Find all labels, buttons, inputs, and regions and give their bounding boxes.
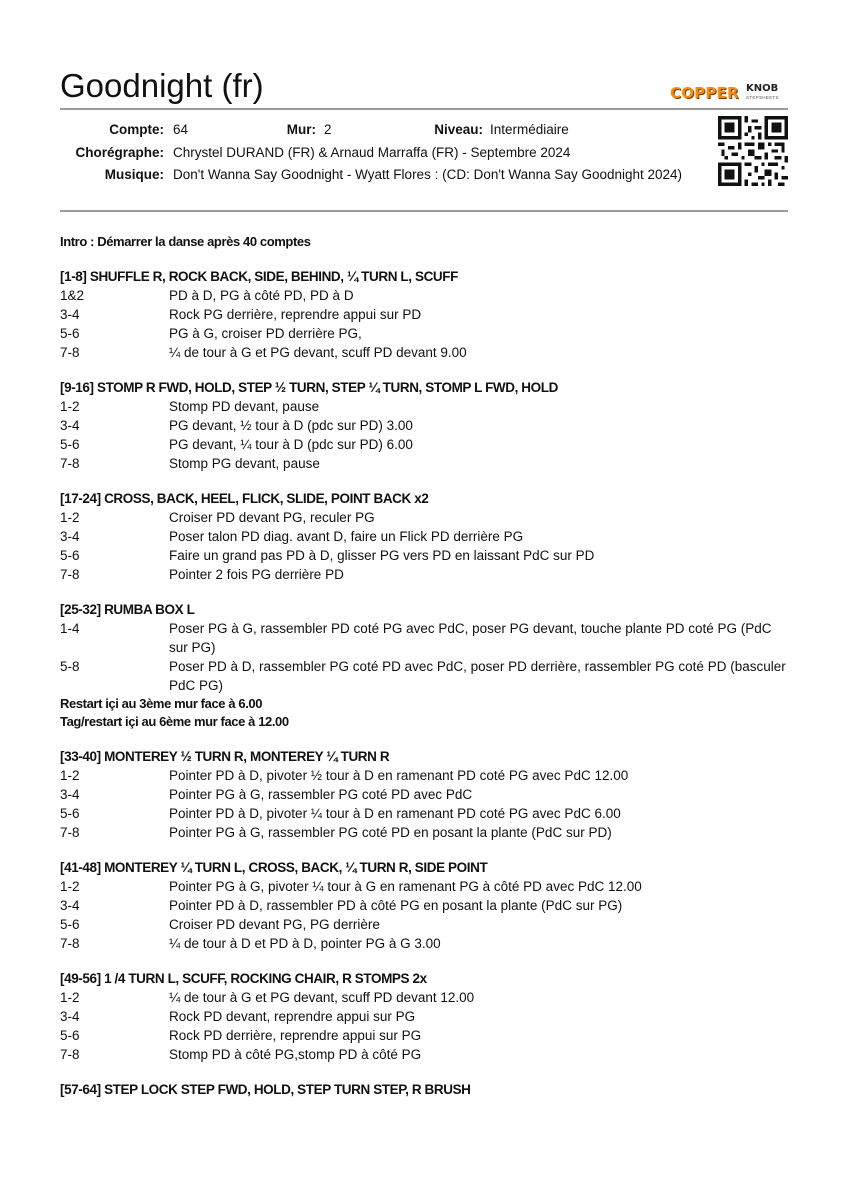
section-title: [57-64] STEP LOCK STEP FWD, HOLD, STEP TURN STEP, R BRUSH bbox=[60, 1082, 471, 1097]
step-section bbox=[60, 747, 790, 842]
step-count: 7-8 bbox=[60, 456, 80, 471]
step-count: 3-4 bbox=[60, 898, 80, 913]
step-description: Pointer PD à D, pivoter ¼ tour à D en ramenant PD coté PG avec PdC 6.00 bbox=[169, 806, 621, 821]
step-row bbox=[60, 286, 790, 305]
count-label: Compte: bbox=[109, 122, 164, 137]
step-description: Faire un grand pas PD à D, glisser PG vers PD en laissant PdC sur PD bbox=[169, 548, 595, 563]
step-section bbox=[60, 489, 790, 584]
step-row bbox=[60, 785, 790, 804]
wall-value: 2 bbox=[324, 122, 332, 137]
header-divider bbox=[60, 108, 788, 110]
step-description: ¼ de tour à D et PD à D, pointer PG à G 3.00 bbox=[169, 936, 441, 951]
intro-note: Intro : Démarrer la danse après 40 comptes bbox=[60, 234, 311, 249]
step-description: PG à G, croiser PD derrière PG, bbox=[169, 326, 362, 341]
step-count: 5-6 bbox=[60, 1028, 80, 1043]
step-section bbox=[60, 969, 790, 1064]
step-count: 5-6 bbox=[60, 437, 80, 452]
step-count: 5-6 bbox=[60, 917, 80, 932]
step-description: Croiser PD devant PG, reculer PG bbox=[169, 510, 375, 525]
step-description: Pointer 2 fois PG derrière PD bbox=[169, 567, 344, 582]
step-count: 3-4 bbox=[60, 307, 80, 322]
step-description: PD à D, PG à côté PD, PD à D bbox=[169, 288, 354, 303]
step-description: Rock PD devant, reprendre appui sur PG bbox=[169, 1009, 416, 1024]
step-description: Croiser PD devant PG, PG derrière bbox=[169, 917, 380, 932]
step-row bbox=[60, 804, 790, 823]
step-description: Poser talon PD diag. avant D, faire un Flick PD derrière PG bbox=[169, 529, 524, 544]
step-row bbox=[60, 324, 790, 343]
section-list bbox=[60, 267, 790, 1099]
section-title: [9-16] STOMP R FWD, HOLD, STEP ½ TURN, STEP ¼ TURN, STOMP L FWD, HOLD bbox=[60, 380, 558, 395]
step-count: 7-8 bbox=[60, 1047, 80, 1062]
step-description: ¼ de tour à G et PG devant, scuff PD devant 9.00 bbox=[169, 345, 467, 360]
step-description: Stomp PG devant, pause bbox=[169, 456, 320, 471]
step-row bbox=[60, 915, 790, 934]
step-row bbox=[60, 988, 790, 1007]
step-count: 3-4 bbox=[60, 529, 80, 544]
step-description: PG devant, ½ tour à D (pdc sur PD) 3.00 bbox=[169, 418, 413, 433]
step-count: 7-8 bbox=[60, 345, 80, 360]
wall-label: Mur: bbox=[286, 122, 316, 137]
step-row bbox=[60, 877, 790, 896]
step-description: Pointer PG à G, rassembler PG coté PD avec PdC bbox=[169, 787, 473, 802]
step-count: 3-4 bbox=[60, 1009, 80, 1024]
step-count: 7-8 bbox=[60, 567, 80, 582]
step-count: 5-8 bbox=[60, 659, 80, 674]
step-row bbox=[60, 305, 790, 324]
step-count: 7-8 bbox=[60, 936, 80, 951]
logo-text: COPPER bbox=[670, 84, 739, 102]
logo-knob-text: KNOB bbox=[746, 83, 779, 94]
step-count: 3-4 bbox=[60, 787, 80, 802]
step-section bbox=[60, 1080, 790, 1099]
step-description: Stomp PD à côté PG,stomp PD à côté PG bbox=[169, 1047, 422, 1062]
music-value: Don't Wanna Say Goodnight - Wyatt Flores : (CD: Don't Wanna Say Goodnight 2024) bbox=[173, 167, 683, 182]
step-section bbox=[60, 600, 790, 731]
step-count: 1-2 bbox=[60, 399, 80, 414]
copperknob-logo bbox=[670, 84, 788, 104]
step-row bbox=[60, 823, 790, 842]
level-label: Niveau: bbox=[434, 122, 483, 137]
step-row bbox=[60, 397, 790, 416]
step-row bbox=[60, 546, 790, 565]
section-title: [41-48] MONTEREY ¼ TURN L, CROSS, BACK, ¼ TURN R, SIDE POINT bbox=[60, 860, 488, 875]
stepsheet-body bbox=[60, 232, 790, 1115]
step-description: Pointer PD à D, rassembler PD à côté PG en posant la plante (PdC sur PG) bbox=[169, 898, 623, 913]
step-description: Stomp PD devant, pause bbox=[169, 399, 320, 414]
level-value: Intermédiaire bbox=[490, 122, 569, 137]
page-title: Goodnight (fr) bbox=[60, 67, 264, 104]
step-count: 1-4 bbox=[60, 621, 80, 636]
step-count: 1-2 bbox=[60, 510, 80, 525]
info-divider bbox=[60, 210, 788, 212]
step-count: 1-2 bbox=[60, 879, 80, 894]
count-value: 64 bbox=[173, 122, 189, 137]
step-count: 1&2 bbox=[60, 288, 85, 303]
step-row bbox=[60, 416, 790, 435]
step-row bbox=[60, 565, 790, 584]
section-title: [33-40] MONTEREY ½ TURN R, MONTEREY ¼ TURN R bbox=[60, 749, 390, 764]
step-count: 3-4 bbox=[60, 418, 80, 433]
music-label: Musique: bbox=[104, 167, 164, 182]
step-section bbox=[60, 858, 790, 953]
step-description: Pointer PD à D, pivoter ½ tour à D en ramenant PD coté PG avec PdC 12.00 bbox=[169, 768, 629, 783]
step-description: Poser PD à D, rassembler PG coté PD avec PdC, poser PD derrière, rassembler PG coté PD (basculer PdC PG) bbox=[169, 659, 786, 693]
section-note: Tag/restart içi au 6ème mur face à 12.00 bbox=[60, 714, 289, 729]
step-count: 1-2 bbox=[60, 768, 80, 783]
choreographer-label: Chorégraphe: bbox=[75, 145, 164, 160]
step-row bbox=[60, 766, 790, 785]
step-row bbox=[60, 657, 790, 695]
logo-subtitle: STEPSHEETS bbox=[746, 95, 779, 100]
step-count: 5-6 bbox=[60, 548, 80, 563]
qr-code bbox=[718, 116, 788, 186]
step-description: Rock PG derrière, reprendre appui sur PD bbox=[169, 307, 422, 322]
step-row bbox=[60, 896, 790, 915]
step-description: Pointer PG à G, pivoter ¼ tour à G en ramenant PG à côté PD avec PdC 12.00 bbox=[169, 879, 642, 894]
section-title: [25-32] RUMBA BOX L bbox=[60, 602, 195, 617]
step-row bbox=[60, 1007, 790, 1026]
step-row bbox=[60, 934, 790, 953]
section-title: [17-24] CROSS, BACK, HEEL, FLICK, SLIDE, POINT BACK x2 bbox=[60, 491, 429, 506]
step-description: Pointer PG à G, rassembler PG coté PD en posant la plante (PdC sur PD) bbox=[169, 825, 612, 840]
section-title: [49-56] 1 /4 TURN L, SCUFF, ROCKING CHAIR, R STOMPS 2x bbox=[60, 971, 427, 986]
step-count: 1-2 bbox=[60, 990, 80, 1005]
step-row bbox=[60, 1045, 790, 1064]
step-count: 5-6 bbox=[60, 806, 80, 821]
step-row bbox=[60, 454, 790, 473]
step-row bbox=[60, 619, 790, 657]
step-description: Rock PD derrière, reprendre appui sur PG bbox=[169, 1028, 422, 1043]
step-row bbox=[60, 508, 790, 527]
step-count: 5-6 bbox=[60, 326, 80, 341]
step-section bbox=[60, 267, 790, 362]
step-row bbox=[60, 527, 790, 546]
section-note: Restart içi au 3ème mur face à 6.00 bbox=[60, 696, 263, 711]
choreographer-value: Chrystel DURAND (FR) & Arnaud Marraffa (FR) - Septembre 2024 bbox=[173, 145, 571, 160]
step-row bbox=[60, 1026, 790, 1045]
step-count: 7-8 bbox=[60, 825, 80, 840]
step-row bbox=[60, 435, 790, 454]
step-row bbox=[60, 343, 790, 362]
step-description: Poser PG à G, rassembler PD coté PG avec PdC, poser PG devant, touche plante PD coté PG (PdC sur PG) bbox=[169, 621, 772, 655]
step-description: PG devant, ¼ tour à D (pdc sur PD) 6.00 bbox=[169, 437, 413, 452]
step-section bbox=[60, 378, 790, 473]
step-description: ¼ de tour à G et PG devant, scuff PD devant 12.00 bbox=[169, 990, 475, 1005]
section-title: [1-8] SHUFFLE R, ROCK BACK, SIDE, BEHIND, ¼ TURN L, SCUFF bbox=[60, 269, 458, 284]
